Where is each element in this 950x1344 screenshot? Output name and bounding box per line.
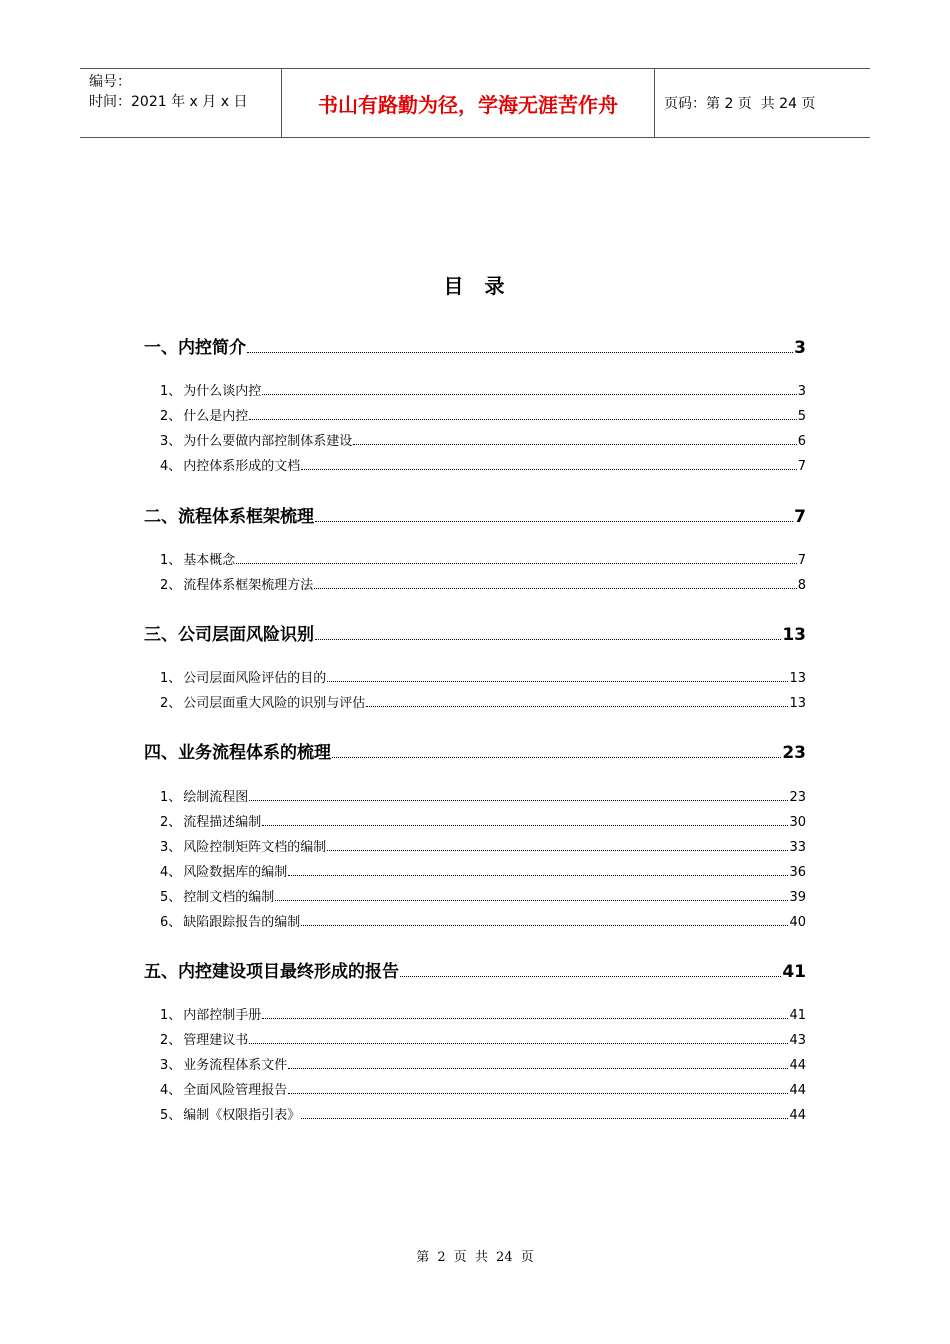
toc-section-entry[interactable]	[160, 549, 806, 568]
toc-entry-title: 流程体系框架梳理方法	[183, 578, 314, 593]
toc-entry-page-number: 23	[789, 790, 806, 805]
toc-entry-number: 6、	[160, 915, 182, 930]
toc-entry-page-number: 33	[789, 840, 806, 855]
toc-chapter-entry[interactable]	[144, 738, 806, 763]
toc-dot-leader	[315, 638, 781, 640]
motto-text: 书山有路勤为径，学海无涯苦作舟	[318, 92, 618, 117]
toc-dot-leader	[332, 756, 781, 758]
toc-entry-title: 编制《权限指引表》	[183, 1108, 301, 1123]
toc-entry-number: 2、	[160, 409, 182, 424]
toc-section-entry[interactable]	[160, 911, 806, 930]
toc-entry-page-number: 30	[789, 815, 806, 830]
toc-entry-page-number: 44	[789, 1058, 806, 1073]
toc-section-entry[interactable]	[160, 836, 806, 855]
header-meta	[80, 69, 281, 137]
time-label: 时间：2021 年 x 月 x 日	[89, 94, 248, 110]
toc-dot-leader	[314, 587, 796, 589]
toc-entry-title: 四、业务流程体系的梳理	[144, 743, 331, 763]
toc-entry-page-number: 41	[789, 1008, 806, 1023]
page-footer: 第 2 页 共 24 页	[416, 1250, 534, 1265]
toc-entry-title: 风险控制矩阵文档的编制	[183, 840, 327, 855]
toc-entry-number: 3、	[160, 1058, 182, 1073]
toc-entry-page-number: 13	[789, 671, 806, 686]
toc-entry-number: 2、	[160, 1033, 182, 1048]
toc-entry-title: 为什么要做内部控制体系建设	[183, 434, 353, 449]
toc-entry-number: 1、	[160, 384, 182, 399]
toc-entry-title: 三、公司层面风险识别	[144, 625, 314, 645]
toc-entry-title: 流程描述编制	[183, 815, 262, 830]
toc-section-entry[interactable]	[160, 1004, 806, 1023]
toc-dot-leader	[301, 924, 788, 926]
toc-entry-page-number: 7	[797, 459, 806, 474]
toc-dot-leader	[301, 1117, 788, 1119]
toc-entry-title: 一、内控简介	[144, 338, 246, 358]
toc-entry-page-number: 36	[789, 865, 806, 880]
toc-dot-leader	[327, 849, 788, 851]
toc-entry-number: 1、	[160, 671, 182, 686]
toc-entry-page-number: 41	[782, 962, 806, 982]
toc-entry-page-number: 3	[797, 384, 806, 399]
toc-entry-number: 3、	[160, 840, 182, 855]
toc-entry-title: 控制文档的编制	[183, 890, 275, 905]
toc-entry-title: 五、内控建设项目最终形成的报告	[144, 962, 399, 982]
toc-chapter-entry[interactable]	[144, 333, 806, 358]
toc-section-entry[interactable]	[160, 1104, 806, 1123]
toc-entry-title: 全面风险管理报告	[183, 1083, 288, 1098]
toc-entry-title: 基本概念	[183, 553, 236, 568]
toc-section-entry[interactable]	[160, 886, 806, 905]
toc-entry-page-number: 43	[789, 1033, 806, 1048]
toc-section-entry[interactable]	[160, 811, 806, 830]
toc-entry-number: 3、	[160, 434, 182, 449]
toc-entry-number: 5、	[160, 890, 182, 905]
toc-section-entry[interactable]	[160, 861, 806, 880]
toc-dot-leader	[366, 705, 788, 707]
toc-entry-page-number: 39	[789, 890, 806, 905]
toc-entry-number: 4、	[160, 459, 182, 474]
toc-entry-title: 为什么谈内控	[183, 384, 262, 399]
toc-entry-number: 2、	[160, 696, 182, 711]
toc-entry-number: 2、	[160, 815, 182, 830]
toc-entry-title: 二、流程体系框架梳理	[144, 507, 314, 527]
page-info-text: 页码：第 2 页 共 24 页	[664, 96, 816, 112]
toc-entry-page-number: 40	[789, 915, 806, 930]
toc-entry-number: 1、	[160, 553, 182, 568]
toc-dot-leader	[262, 824, 788, 826]
toc-dot-leader	[275, 899, 788, 901]
toc-dot-leader	[288, 1067, 788, 1069]
toc-entry-page-number: 6	[797, 434, 806, 449]
toc-section-entry[interactable]	[160, 1054, 806, 1073]
page-header	[80, 68, 870, 138]
toc-dot-leader	[249, 799, 788, 801]
toc-dot-leader	[400, 975, 781, 977]
toc-section-entry[interactable]	[160, 430, 806, 449]
toc-entry-title: 缺陷跟踪报告的编制	[183, 915, 301, 930]
toc-entry-title: 业务流程体系文件	[183, 1058, 288, 1073]
toc-entry-title: 公司层面重大风险的识别与评估	[183, 696, 366, 711]
toc-dot-leader	[262, 393, 796, 395]
toc-dot-leader	[249, 418, 796, 420]
number-label: 编号：	[89, 74, 131, 90]
toc-dot-leader	[262, 1017, 788, 1019]
toc-entry-title: 风险数据库的编制	[183, 865, 288, 880]
toc-chapter-entry[interactable]	[144, 502, 806, 527]
toc-dot-leader	[247, 351, 793, 353]
toc-section-entry[interactable]	[160, 692, 806, 711]
toc-entry-title: 内控体系形成的文档	[183, 459, 301, 474]
toc-section-entry[interactable]	[160, 405, 806, 424]
toc-entry-title: 管理建议书	[183, 1033, 249, 1048]
toc-entry-title: 绘制流程图	[183, 790, 249, 805]
toc-entry-number: 5、	[160, 1108, 182, 1123]
toc-entry-page-number: 8	[797, 578, 806, 593]
toc-entry-page-number: 44	[789, 1083, 806, 1098]
toc-dot-leader	[288, 874, 788, 876]
toc-section-entry[interactable]	[160, 574, 806, 593]
toc-dot-leader	[249, 1042, 788, 1044]
toc-section-entry[interactable]	[160, 667, 806, 686]
toc-entry-page-number: 7	[794, 507, 806, 527]
toc-entry-page-number: 3	[794, 338, 806, 358]
toc-chapter-entry[interactable]	[144, 620, 806, 645]
toc-dot-leader	[236, 562, 796, 564]
toc-entry-page-number: 23	[782, 743, 806, 763]
toc-entry-number: 4、	[160, 865, 182, 880]
toc-chapter-entry[interactable]	[144, 957, 806, 982]
toc-dot-leader	[327, 680, 788, 682]
header-page-info	[655, 69, 870, 137]
toc-dot-leader	[315, 520, 793, 522]
header-motto	[281, 69, 655, 137]
toc-entry-title: 公司层面风险评估的目的	[183, 671, 327, 686]
toc-entry-number: 1、	[160, 1008, 182, 1023]
toc-title: 目 录	[443, 274, 507, 298]
toc-dot-leader	[288, 1092, 788, 1094]
toc-section-entry[interactable]	[160, 786, 806, 805]
toc-section-entry[interactable]	[160, 455, 806, 474]
toc-entry-title: 什么是内控	[183, 409, 249, 424]
toc-section-entry[interactable]	[160, 1079, 806, 1098]
toc-section-entry[interactable]	[160, 1029, 806, 1048]
toc-dot-leader	[301, 468, 796, 470]
toc-entry-number: 4、	[160, 1083, 182, 1098]
toc-entry-number: 2、	[160, 578, 182, 593]
toc-dot-leader	[353, 443, 796, 445]
toc-entry-page-number: 13	[789, 696, 806, 711]
toc-entry-page-number: 44	[789, 1108, 806, 1123]
toc-section-entry[interactable]	[160, 380, 806, 399]
toc-entry-page-number: 5	[797, 409, 806, 424]
toc-entry-number: 1、	[160, 790, 182, 805]
toc-entry-title: 内部控制手册	[183, 1008, 262, 1023]
toc-entry-page-number: 7	[797, 553, 806, 568]
toc-entry-page-number: 13	[782, 625, 806, 645]
